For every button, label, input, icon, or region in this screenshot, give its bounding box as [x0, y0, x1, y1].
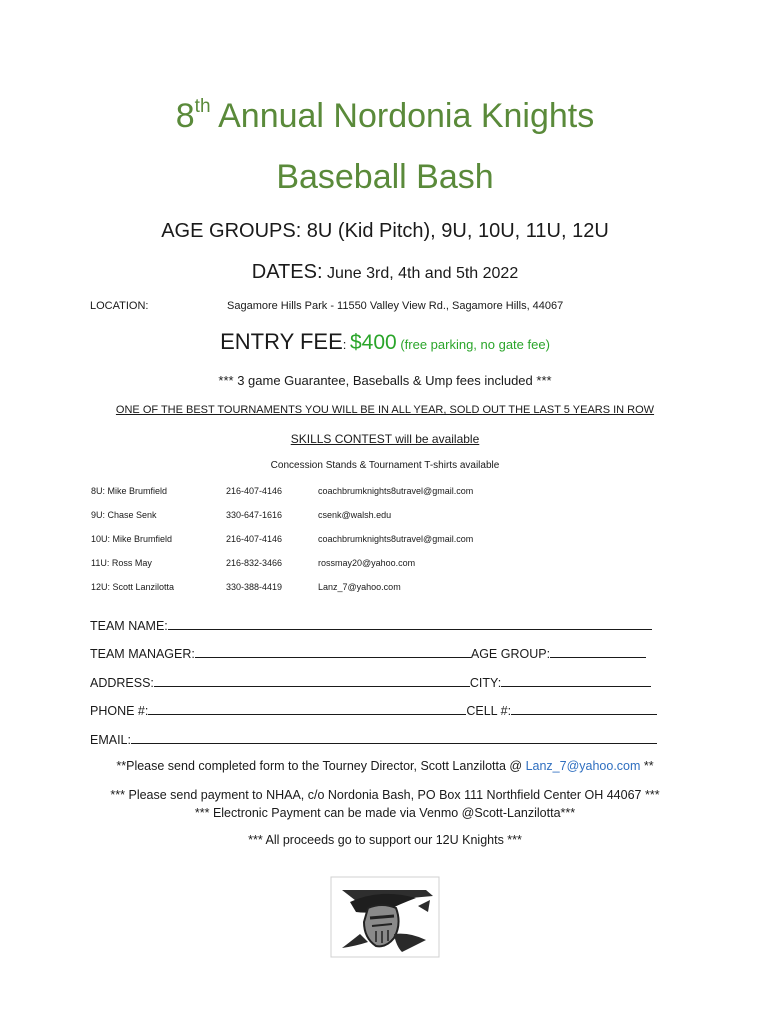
payment-note: *** Please send payment to NHAA, c/o Nordonia Bash, PO Box 111 Northfield Center OH 44067 ***	[110, 788, 660, 802]
skills-contest-text: SKILLS CONTEST will be available	[290, 432, 480, 446]
phone-field[interactable]	[90, 702, 657, 718]
entry-fee-note: (free parking, no gate fee)	[396, 337, 550, 352]
title-text: Annual Nordonia Knights	[210, 97, 595, 135]
contact-name: 9U: Chase Senk	[91, 510, 157, 520]
concessions-text: Concession Stands & Tournament T-shirts available	[270, 460, 500, 471]
cell-label: CELL #:	[466, 704, 512, 718]
contact-phone: 216-407-4146	[226, 534, 283, 544]
title-line-2: Baseball Bash	[276, 158, 494, 196]
entry-fee-amount: $400	[349, 331, 397, 354]
email-field[interactable]	[90, 731, 657, 747]
entry-fee-label: ENTRY FEE	[220, 329, 343, 354]
team-name-line[interactable]	[168, 617, 652, 630]
contact-row	[0, 534, 770, 546]
location-label: LOCATION:	[90, 300, 149, 312]
phone-label: PHONE #:	[90, 704, 149, 718]
contact-row	[0, 558, 770, 570]
contact-row	[0, 486, 770, 498]
entry-fee	[0, 329, 770, 355]
address-field[interactable]	[90, 674, 651, 690]
title-number: 8	[175, 97, 195, 135]
contact-phone: 216-832-3466	[226, 558, 283, 568]
address-label: ADDRESS:	[90, 676, 154, 690]
contact-email: rossmay20@yahoo.com	[318, 558, 416, 568]
contact-email: Lanz_7@yahoo.com	[318, 582, 401, 592]
send-form-note	[0, 759, 770, 773]
contact-name: 10U: Mike Brumfield	[91, 534, 173, 544]
phone-line[interactable]	[148, 702, 466, 715]
address-line[interactable]	[154, 674, 470, 687]
entry-fee-colon: :	[342, 337, 350, 352]
proceeds-note: *** All proceeds go to support our 12U Knights ***	[248, 833, 522, 847]
team-name-field[interactable]	[90, 617, 652, 633]
city-line[interactable]	[501, 674, 651, 687]
team-manager-label: TEAM MANAGER:	[90, 647, 195, 661]
contact-row	[0, 582, 770, 594]
contact-phone: 330-388-4419	[226, 582, 283, 592]
age-groups: AGE GROUPS: 8U (Kid Pitch), 9U, 10U, 11U, 12U	[161, 220, 609, 242]
contact-email: coachbrumknights8utravel@gmail.com	[318, 534, 474, 544]
knight-helmet-logo-icon	[330, 876, 440, 958]
contact-phone: 330-647-1616	[226, 510, 283, 520]
guarantee-text: *** 3 game Guarantee, Baseballs & Ump fees included ***	[218, 373, 552, 388]
dates-label: DATES:	[251, 261, 323, 283]
age-group-label: AGE GROUP:	[470, 647, 551, 661]
title-ordinal: th	[194, 96, 211, 117]
contact-name: 8U: Mike Brumfield	[91, 486, 168, 496]
director-email-link[interactable]: Lanz_7@yahoo.com	[525, 759, 641, 773]
venmo-note: *** Electronic Payment can be made via Venmo @Scott-Lanzilotta***	[194, 806, 576, 820]
contact-email: csenk@walsh.edu	[318, 510, 392, 520]
location-value: Sagamore Hills Park - 11550 Valley View Rd., Sagamore Hills, 44067	[227, 300, 564, 312]
contact-email: coachbrumknights8utravel@gmail.com	[318, 486, 474, 496]
send-form-suffix: **	[640, 759, 654, 773]
team-manager-line[interactable]	[195, 645, 471, 658]
team-manager-field[interactable]	[90, 645, 646, 661]
email-label: EMAIL:	[90, 733, 131, 747]
send-form-text: **Please send completed form to the Tourney Director, Scott Lanzilotta @	[116, 759, 526, 773]
email-line[interactable]	[131, 731, 657, 744]
city-label: CITY:	[469, 676, 502, 690]
contact-name: 12U: Scott Lanzilotta	[91, 582, 175, 592]
age-group-line[interactable]	[550, 645, 646, 658]
contact-row	[0, 510, 770, 522]
title-line-1	[0, 96, 770, 136]
dates-value: June 3rd, 4th and 5th 2022	[322, 265, 519, 282]
contact-name: 11U: Ross May	[91, 558, 152, 568]
best-tournament-text: ONE OF THE BEST TOURNAMENTS YOU WILL BE IN ALL YEAR, SOLD OUT THE LAST 5 YEARS IN ROW	[115, 404, 655, 416]
team-name-label: TEAM NAME:	[90, 619, 168, 633]
cell-line[interactable]	[511, 702, 657, 715]
dates	[0, 261, 770, 284]
contact-phone: 216-407-4146	[226, 486, 283, 496]
